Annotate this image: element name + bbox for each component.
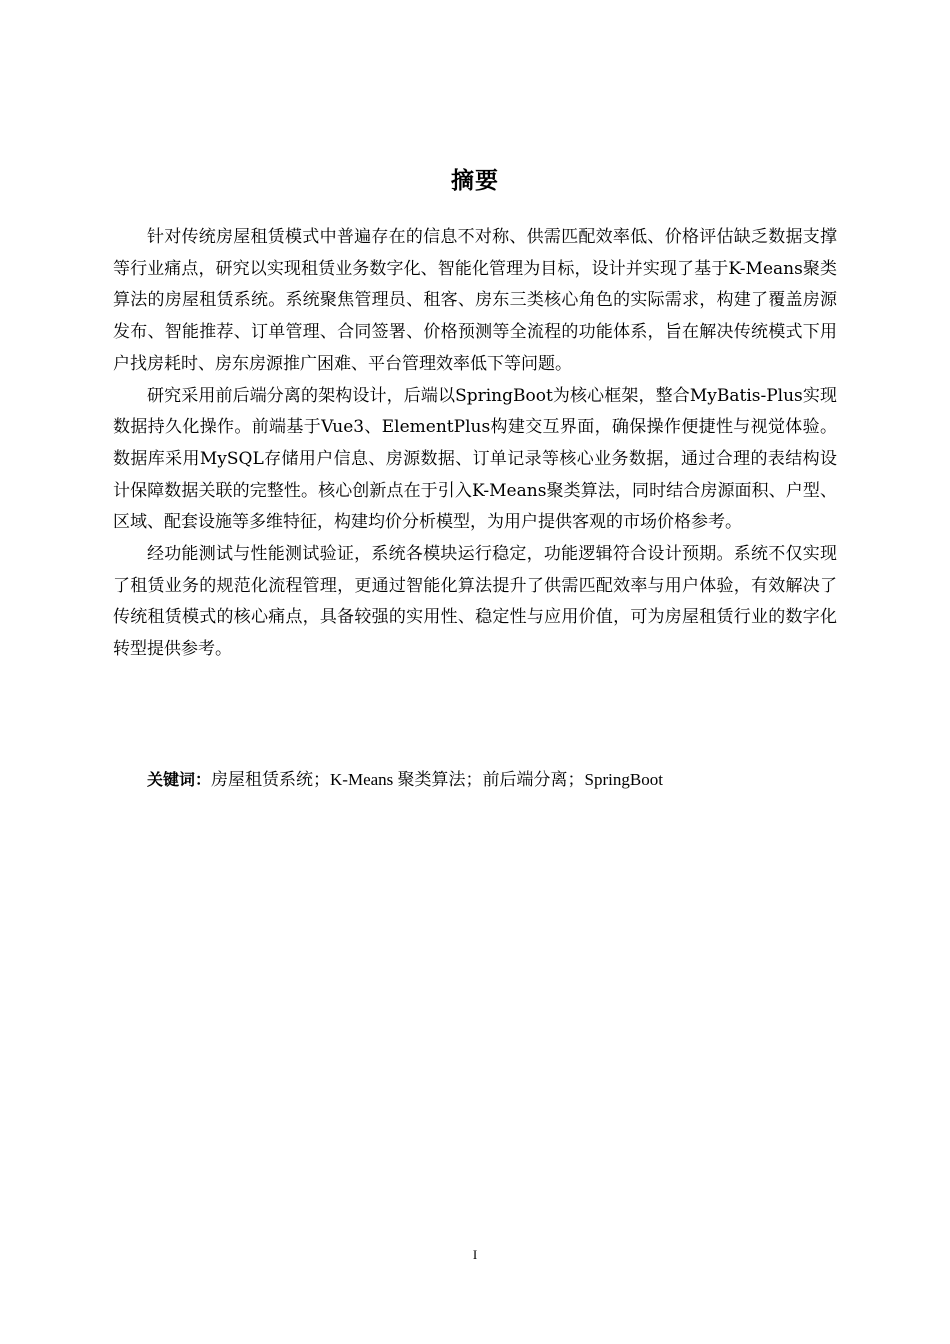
abstract-paragraph-1: 针对传统房屋租赁模式中普遍存在的信息不对称、供需匹配效率低、价格评估缺乏数据支撑等行业痛点，研究以实现租赁业务数字化、智能化管理为目标，设计并实现了基于K-Means聚类算法的房屋租赁系统。系统聚焦管理员、租客、房东三类核心角色的实际需求，构建了覆盖房源发布、智能推荐、订单管理、合同签署、价格预测等全流程的功能体系，旨在解决传统模式下用户找房耗时、房东房源推广困难、平台管理效率低下等问题。 — [113, 227, 837, 374]
page-number: I — [472, 1247, 478, 1262]
abstract-title: 摘要 — [451, 168, 499, 194]
keywords-label: 关键词： — [147, 770, 212, 789]
abstract-paragraph-3: 经功能测试与性能测试验证，系统各模块运行稳定，功能逻辑符合设计预期。系统不仅实现了租赁业务的规范化流程管理，更通过智能化算法提升了供需匹配效率与用户体验，有效解决了传统租赁模式的核心痛点，具备较强的实用性、稳定性与应用价值，可为房屋租赁行业的数字化转型提供参考。 — [113, 544, 837, 660]
keywords-line — [147, 764, 837, 796]
keywords-text: 房屋租赁系统；K-Means 聚类算法；前后端分离；SpringBoot — [211, 770, 663, 789]
abstract-body — [113, 222, 837, 666]
abstract-paragraph-2: 研究采用前后端分离的架构设计，后端以SpringBoot为核心框架，整合MyBatis-Plus实现数据持久化操作。前端基于Vue3、ElementPlus构建交互界面，确保操作便捷性与视觉体验。数据库采用MySQL存储用户信息、房源数据、订单记录等核心业务数据，通过合理的表结构设计保障数据关联的完整性。核心创新点在于引入K-Means聚类算法，同时结合房源面积、户型、区域、配套设施等多维特征，构建均价分析模型，为用户提供客观的市场价格参考。 — [113, 385, 837, 533]
